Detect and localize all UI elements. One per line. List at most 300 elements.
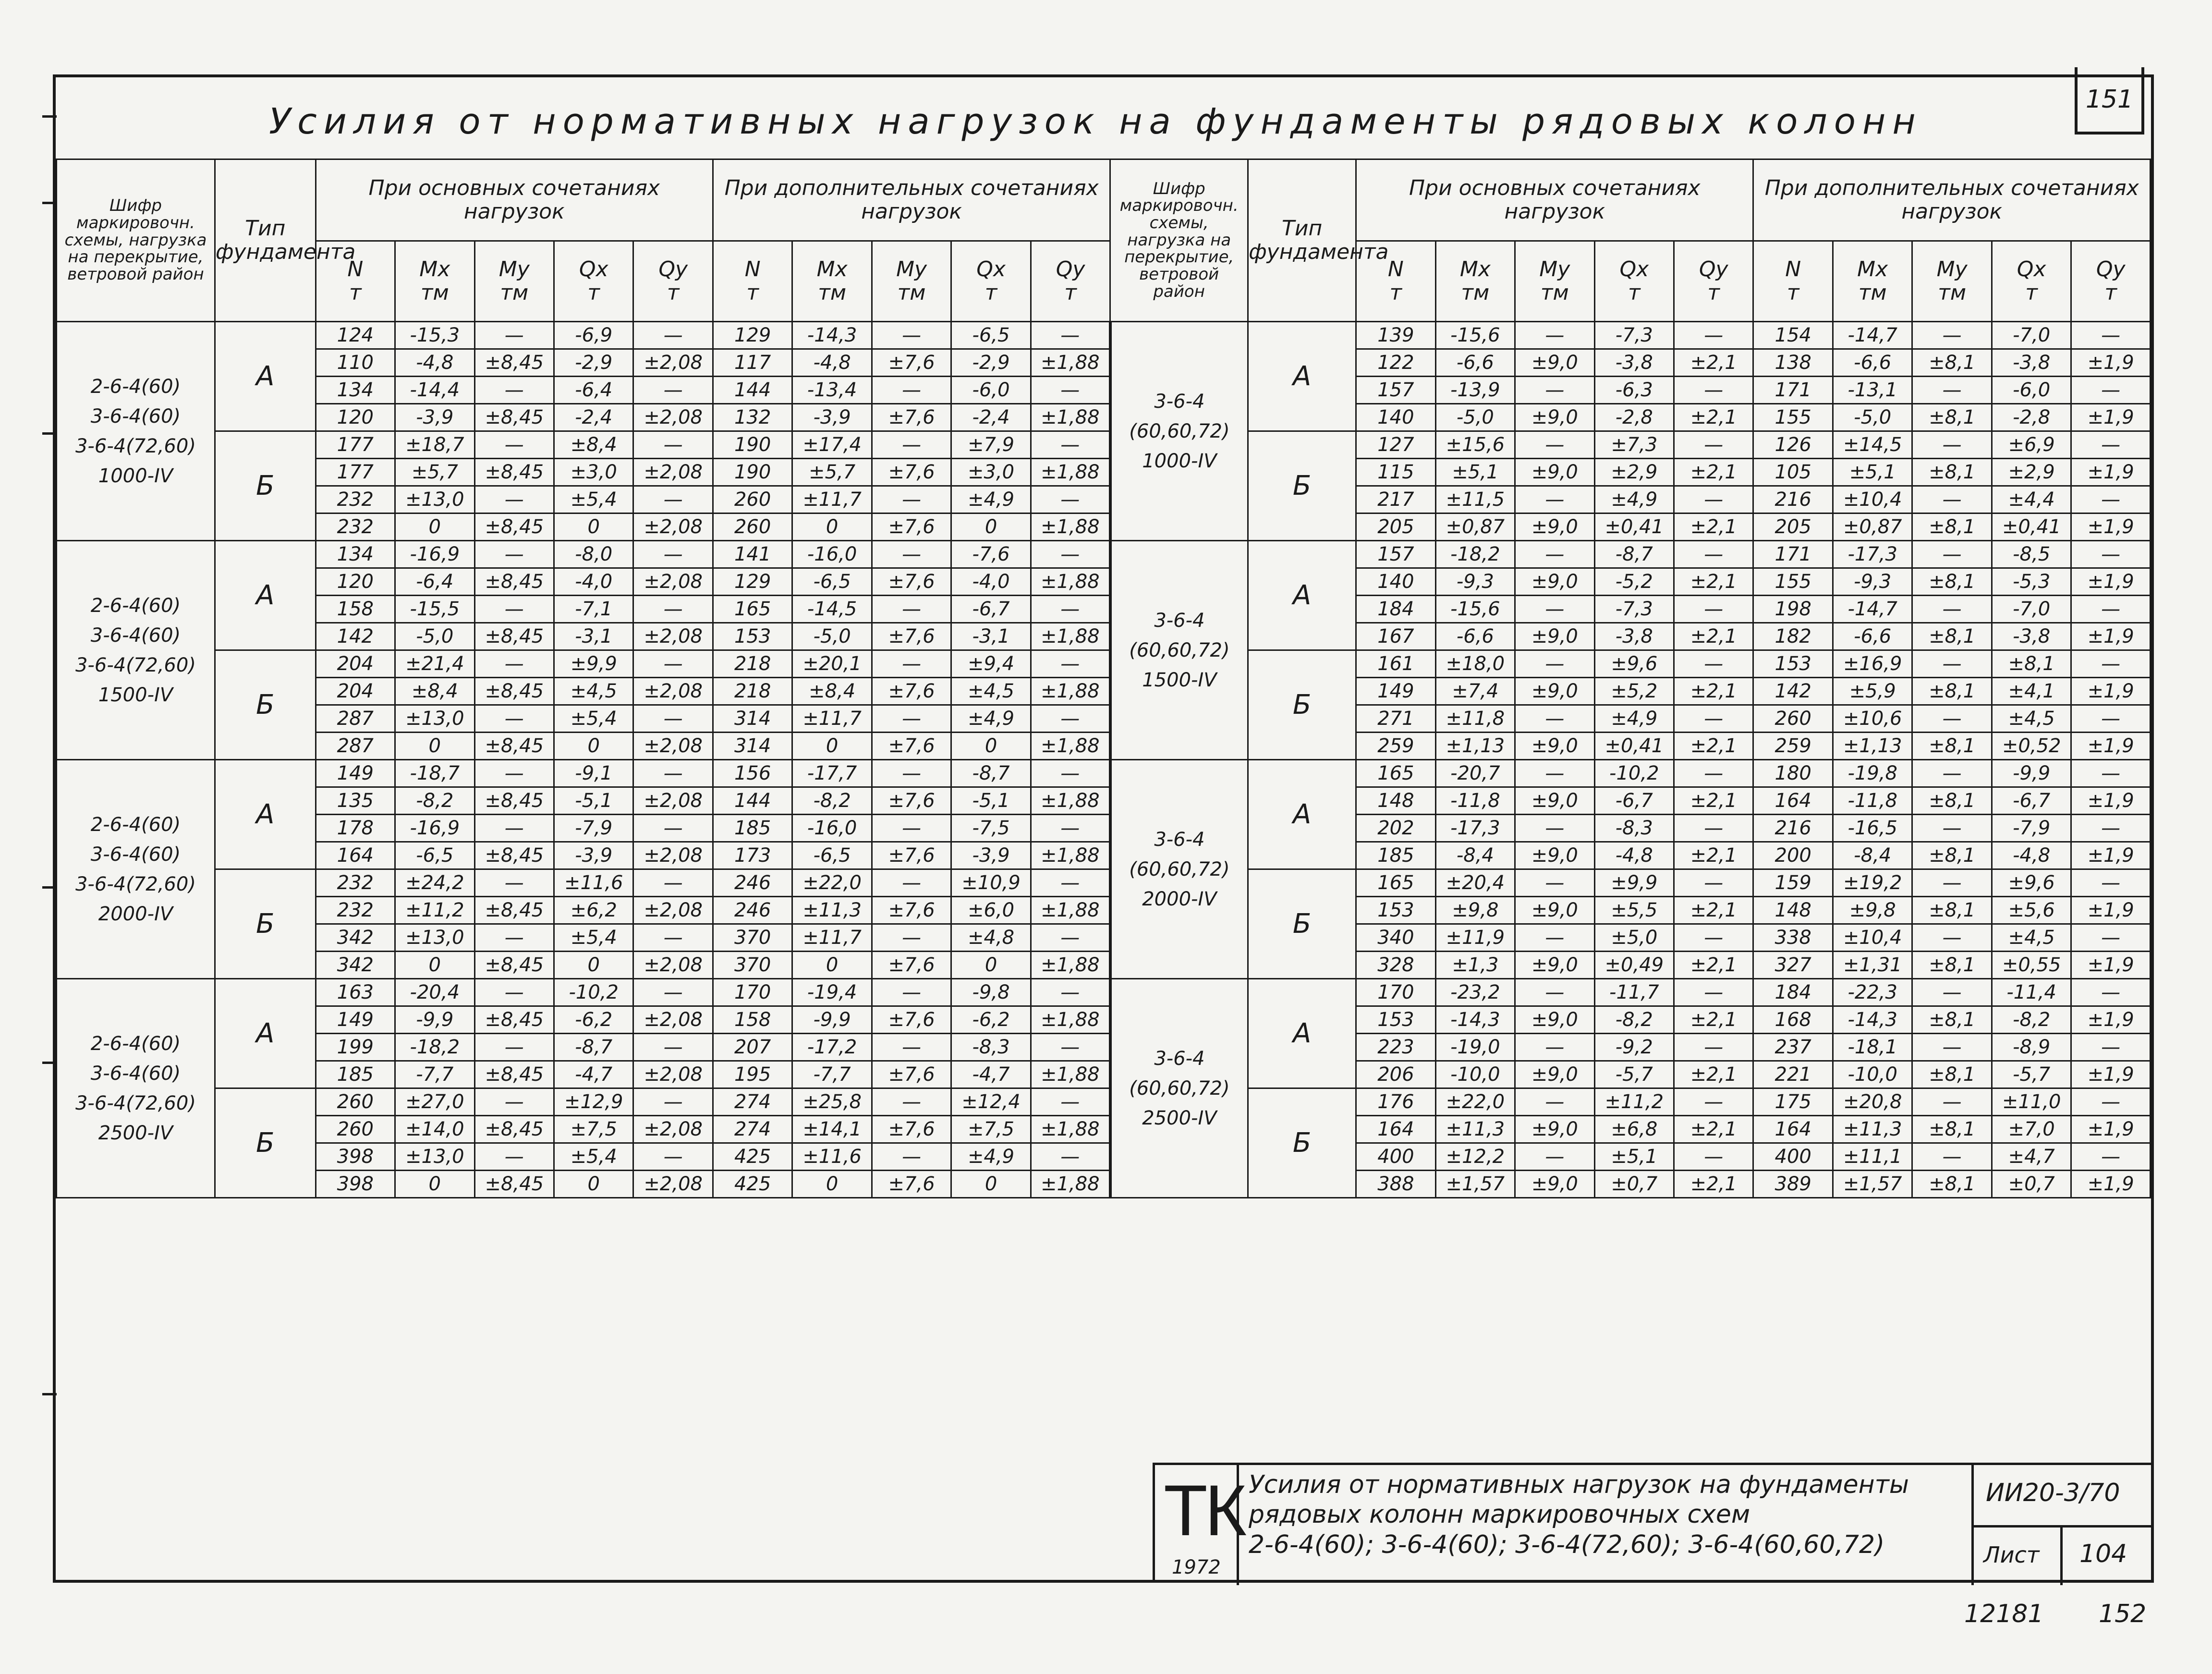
value-cell: ±8,45 (474, 952, 554, 979)
column-unit: т (587, 280, 600, 305)
value-cell: ±18,0 (1435, 650, 1515, 678)
value-cell: — (2071, 979, 2151, 1006)
value-cell: ±2,1 (1674, 952, 1753, 979)
value-cell: 260 (1753, 705, 1833, 733)
value-cell: ±13,0 (395, 1143, 474, 1171)
value-cell: -4,8 (792, 349, 872, 377)
foundation-type-right: Б (1248, 431, 1356, 541)
value-cell: 398 (316, 1143, 395, 1171)
value-cell: ±1,88 (1031, 404, 1110, 431)
value-cell: — (1031, 760, 1110, 787)
value-cell: 0 (951, 513, 1031, 541)
value-cell: ±1,88 (1031, 897, 1110, 924)
value-cell: 156 (713, 760, 792, 787)
value-cell: ±8,1 (1912, 897, 1992, 924)
value-cell: ±16,9 (1833, 650, 1912, 678)
value-cell: ±8,45 (474, 1006, 554, 1034)
value-cell: ±8,4 (792, 678, 872, 705)
value-cell: ±8,45 (474, 623, 554, 650)
value-cell: ±7,5 (554, 1116, 633, 1143)
value-cell: -6,4 (554, 377, 633, 404)
column-unit: т (1628, 280, 1641, 305)
foundation-type-right: Б (1248, 869, 1356, 979)
column-unit: т (1787, 280, 1799, 305)
value-cell: ±8,45 (474, 1171, 554, 1198)
value-cell: -6,4 (395, 568, 474, 596)
value-cell: -7,0 (1992, 322, 2071, 349)
column-header (395, 241, 474, 322)
value-cell: 185 (1356, 842, 1435, 869)
scheme-label-left (57, 322, 215, 541)
value-cell: ±8,45 (474, 513, 554, 541)
value-cell: ±8,1 (1912, 568, 1992, 596)
column-symbol: Mx (816, 257, 848, 282)
value-cell: ±2,1 (1674, 459, 1753, 486)
value-cell: ±1,88 (1031, 678, 1110, 705)
scheme-label-line: (60,60,72) (1129, 858, 1230, 880)
value-cell: — (2071, 486, 2151, 513)
value-cell: — (1031, 1143, 1110, 1171)
scheme-label-line: 3-6-4(60) (90, 405, 181, 428)
value-cell: 149 (316, 1006, 395, 1034)
value-cell: 216 (1753, 815, 1833, 842)
value-cell: -13,4 (792, 377, 872, 404)
value-cell: — (872, 377, 951, 404)
value-cell: — (1912, 869, 1992, 897)
value-cell: — (1515, 705, 1594, 733)
value-cell: -20,7 (1435, 760, 1515, 787)
value-cell: ±1,88 (1031, 952, 1110, 979)
value-cell: ±0,7 (1594, 1171, 1674, 1198)
column-symbol: My (498, 257, 530, 282)
column-symbol: My (896, 257, 927, 282)
value-cell: 180 (1753, 760, 1833, 787)
value-cell: — (1674, 705, 1753, 733)
value-cell: ±9,6 (1992, 869, 2071, 897)
footer-inventory-number: 12181 (1964, 1600, 2044, 1628)
page-title: Усилия от нормативных нагрузок на фундаменты рядовых колонн (269, 101, 1922, 142)
value-cell: 122 (1356, 349, 1435, 377)
column-unit: тм (1461, 280, 1490, 305)
scheme-label-line: 1500-IV (1142, 669, 1217, 691)
value-cell: ±10,6 (1833, 705, 1912, 733)
value-cell: -8,4 (1833, 842, 1912, 869)
column-symbol: Qy (2096, 257, 2126, 282)
value-cell: — (872, 815, 951, 842)
value-cell: -2,8 (1594, 404, 1674, 431)
column-symbol: Qx (1619, 257, 1649, 282)
column-symbol: Qx (976, 257, 1006, 282)
value-cell: -10,2 (554, 979, 633, 1006)
value-cell: ±20,8 (1833, 1088, 1912, 1116)
value-cell: — (872, 650, 951, 678)
value-cell: ±8,1 (1912, 787, 1992, 815)
scheme-label-right (1110, 541, 1248, 760)
value-cell: ±0,87 (1833, 513, 1912, 541)
value-cell: 260 (316, 1088, 395, 1116)
value-cell: ±19,2 (1833, 869, 1912, 897)
value-cell: ±5,4 (554, 486, 633, 513)
value-cell: ±5,0 (1594, 924, 1674, 952)
value-cell: 218 (713, 650, 792, 678)
value-cell: 274 (713, 1116, 792, 1143)
value-cell: — (1031, 705, 1110, 733)
value-cell: — (1515, 1034, 1594, 1061)
value-cell: ±2,1 (1674, 1116, 1753, 1143)
value-cell: — (1674, 377, 1753, 404)
column-header (1435, 241, 1515, 322)
value-cell: — (1031, 1034, 1110, 1061)
value-cell: 153 (713, 623, 792, 650)
value-cell: ±9,0 (1515, 568, 1594, 596)
value-cell: 120 (316, 404, 395, 431)
value-cell: 260 (316, 1116, 395, 1143)
value-cell: 207 (713, 1034, 792, 1061)
value-cell: -17,3 (1833, 541, 1912, 568)
value-cell: — (1515, 486, 1594, 513)
value-cell: -6,2 (951, 1006, 1031, 1034)
stamp-line-2: рядовых колонн маркировочных схем (1249, 1500, 1750, 1529)
value-cell: 165 (713, 596, 792, 623)
value-cell: -10,0 (1435, 1061, 1515, 1088)
value-cell: 158 (316, 596, 395, 623)
value-cell: 154 (1753, 322, 1833, 349)
value-cell: ±9,0 (1515, 787, 1594, 815)
value-cell: ±8,1 (1912, 513, 1992, 541)
table-row (57, 787, 2151, 815)
value-cell: 110 (316, 349, 395, 377)
value-cell: ±5,4 (554, 705, 633, 733)
value-cell: — (1515, 322, 1594, 349)
tk-block (1155, 1465, 1244, 1585)
value-cell: ±1,88 (1031, 733, 1110, 760)
value-cell: 149 (316, 760, 395, 787)
value-cell: ±5,7 (395, 459, 474, 486)
value-cell: 0 (792, 1171, 872, 1198)
value-cell: ±7,6 (872, 1116, 951, 1143)
value-cell: — (872, 1143, 951, 1171)
value-cell: -2,8 (1992, 404, 2071, 431)
value-cell: ±1,9 (2071, 404, 2151, 431)
value-cell: ±2,08 (633, 733, 713, 760)
value-cell: 164 (1753, 787, 1833, 815)
value-cell: ±2,08 (633, 349, 713, 377)
value-cell: — (1912, 596, 1992, 623)
value-cell: -15,6 (1435, 322, 1515, 349)
value-cell: ±4,1 (1992, 678, 2071, 705)
value-cell: — (872, 979, 951, 1006)
value-cell: ±7,6 (872, 349, 951, 377)
value-cell: — (1031, 815, 1110, 842)
foundation-type-right: А (1248, 760, 1356, 869)
stamp-line-3: 2-6-4(60); 3-6-4(60); 3-6-4(72,60); 3-6-4(60,60,72) (1249, 1530, 1885, 1559)
value-cell: ±2,08 (633, 404, 713, 431)
value-cell: ±2,1 (1674, 349, 1753, 377)
value-cell: -6,5 (792, 842, 872, 869)
value-cell: 204 (316, 678, 395, 705)
value-cell: ±11,2 (395, 897, 474, 924)
value-cell: ±1,9 (2071, 513, 2151, 541)
value-cell: ±9,6 (1594, 650, 1674, 678)
value-cell: 115 (1356, 459, 1435, 486)
column-unit: т (349, 280, 362, 305)
value-cell: ±3,0 (951, 459, 1031, 486)
value-cell: 204 (316, 650, 395, 678)
value-cell: ±1,31 (1833, 952, 1912, 979)
value-cell: ±2,08 (633, 459, 713, 486)
value-cell: 340 (1356, 924, 1435, 952)
value-cell: ±9,8 (1435, 897, 1515, 924)
value-cell: — (1031, 979, 1110, 1006)
value-cell: ±8,1 (1992, 650, 2071, 678)
value-cell: ±8,1 (1912, 1116, 1992, 1143)
value-cell: 129 (713, 568, 792, 596)
value-cell: — (1674, 760, 1753, 787)
value-cell: ±7,6 (872, 952, 951, 979)
value-cell: ±2,1 (1674, 568, 1753, 596)
value-cell: — (872, 705, 951, 733)
value-cell: ±7,6 (872, 787, 951, 815)
value-cell: -4,0 (554, 568, 633, 596)
value-cell: -17,2 (792, 1034, 872, 1061)
value-cell: — (474, 486, 554, 513)
value-cell: 0 (395, 733, 474, 760)
value-cell: — (474, 596, 554, 623)
value-cell: 177 (316, 431, 395, 459)
scheme-label-right (1110, 760, 1248, 979)
column-symbol: Mx (419, 257, 450, 282)
value-cell: — (872, 322, 951, 349)
value-cell: ±5,1 (1833, 459, 1912, 486)
value-cell: -6,9 (554, 322, 633, 349)
value-cell: — (872, 596, 951, 623)
value-cell: — (633, 322, 713, 349)
value-cell: -11,4 (1992, 979, 2071, 1006)
value-cell: 138 (1753, 349, 1833, 377)
value-cell: — (633, 486, 713, 513)
value-cell: ±8,1 (1912, 733, 1992, 760)
value-cell: 338 (1753, 924, 1833, 952)
title-block (1153, 1463, 2154, 1583)
value-cell: 184 (1753, 979, 1833, 1006)
value-cell: -7,9 (1992, 815, 2071, 842)
value-cell: — (474, 815, 554, 842)
value-cell: — (2071, 815, 2151, 842)
value-cell: -6,7 (1992, 787, 2071, 815)
value-cell: — (633, 1088, 713, 1116)
value-cell: -4,0 (951, 568, 1031, 596)
value-cell: ±1,13 (1435, 733, 1515, 760)
value-cell: 206 (1356, 1061, 1435, 1088)
value-cell: -19,4 (792, 979, 872, 1006)
value-cell: -16,5 (1833, 815, 1912, 842)
table-row (57, 322, 2151, 349)
table-row (57, 869, 2151, 897)
value-cell: ±2,08 (633, 1006, 713, 1034)
value-cell: ±8,45 (474, 733, 554, 760)
value-cell: -4,8 (1594, 842, 1674, 869)
value-cell: ±11,6 (554, 869, 633, 897)
value-cell: 165 (1356, 760, 1435, 787)
value-cell: — (633, 377, 713, 404)
scheme-label-line: 2-6-4(60) (90, 813, 181, 836)
value-cell: — (1031, 869, 1110, 897)
value-cell: — (474, 431, 554, 459)
value-cell: — (1515, 760, 1594, 787)
value-cell: 232 (316, 513, 395, 541)
value-cell: ±6,8 (1594, 1116, 1674, 1143)
value-cell: — (633, 596, 713, 623)
value-cell: ±2,08 (633, 897, 713, 924)
value-cell: 144 (713, 787, 792, 815)
value-cell: ±8,45 (474, 842, 554, 869)
value-cell: — (2071, 760, 2151, 787)
value-cell: 388 (1356, 1171, 1435, 1198)
value-cell: ±7,6 (872, 568, 951, 596)
value-cell: 167 (1356, 623, 1435, 650)
value-cell: — (2071, 924, 2151, 952)
value-cell: — (474, 869, 554, 897)
value-cell: 148 (1356, 787, 1435, 815)
value-cell: ±7,6 (872, 897, 951, 924)
column-unit: тм (1540, 280, 1569, 305)
value-cell: ±1,9 (2071, 787, 2151, 815)
scheme-label-left (57, 760, 215, 979)
table-row (57, 760, 2151, 787)
value-cell: -5,0 (395, 623, 474, 650)
value-cell: — (872, 760, 951, 787)
value-cell: 400 (1753, 1143, 1833, 1171)
column-header (713, 241, 792, 322)
value-cell: -9,3 (1435, 568, 1515, 596)
value-cell: — (1674, 431, 1753, 459)
value-cell: — (2071, 1034, 2151, 1061)
scheme-label-line: 3-6-4 (1154, 828, 1205, 851)
value-cell: 0 (395, 952, 474, 979)
value-cell: 259 (1356, 733, 1435, 760)
foundation-type-right: Б (1248, 1088, 1356, 1198)
value-cell: 140 (1356, 404, 1435, 431)
table-row (57, 815, 2151, 842)
value-cell: ±8,4 (395, 678, 474, 705)
value-cell: ±8,1 (1912, 459, 1992, 486)
value-cell: -3,1 (951, 623, 1031, 650)
value-cell: ±9,0 (1515, 897, 1594, 924)
value-cell: ±12,2 (1435, 1143, 1515, 1171)
value-cell: -7,7 (792, 1061, 872, 1088)
value-cell: -6,6 (1833, 349, 1912, 377)
value-cell: -9,3 (1833, 568, 1912, 596)
value-cell: -4,7 (554, 1061, 633, 1088)
value-cell: -15,5 (395, 596, 474, 623)
column-header (1992, 241, 2071, 322)
value-cell: 124 (316, 322, 395, 349)
value-cell: ±6,0 (951, 897, 1031, 924)
value-cell: ±24,2 (395, 869, 474, 897)
value-cell: -3,9 (792, 404, 872, 431)
value-cell: -5,1 (554, 787, 633, 815)
value-cell: 164 (316, 842, 395, 869)
value-cell: — (474, 979, 554, 1006)
table-row (57, 431, 2151, 459)
value-cell: 0 (395, 1171, 474, 1198)
value-cell: 149 (1356, 678, 1435, 705)
column-header (1594, 241, 1674, 322)
value-cell: ±9,4 (951, 650, 1031, 678)
table-row (57, 952, 2151, 979)
value-cell: ±2,9 (1594, 459, 1674, 486)
value-cell: 259 (1753, 733, 1833, 760)
value-cell: ±7,6 (872, 1171, 951, 1198)
value-cell: ±2,1 (1674, 678, 1753, 705)
value-cell: ±1,9 (2071, 1006, 2151, 1034)
value-cell: ±22,0 (792, 869, 872, 897)
value-cell: ±8,1 (1912, 952, 1992, 979)
scheme-label-line: (60,60,72) (1129, 420, 1230, 442)
value-cell: 182 (1753, 623, 1833, 650)
margin-tick (42, 202, 57, 204)
value-cell: -7,9 (554, 815, 633, 842)
value-cell: — (872, 541, 951, 568)
value-cell: — (1674, 979, 1753, 1006)
value-cell: — (1515, 1088, 1594, 1116)
value-cell: -8,0 (554, 541, 633, 568)
value-cell: ±7,6 (872, 1006, 951, 1034)
column-unit: тм (1858, 280, 1887, 305)
table-row (57, 1088, 2151, 1116)
value-cell: -6,7 (951, 596, 1031, 623)
value-cell: ±5,9 (1833, 678, 1912, 705)
value-cell: — (872, 924, 951, 952)
value-cell: ±1,3 (1435, 952, 1515, 979)
value-cell: 144 (713, 377, 792, 404)
value-cell: ±1,88 (1031, 1116, 1110, 1143)
value-cell: — (1515, 815, 1594, 842)
scheme-label-line: 3-6-4(72,60) (75, 435, 196, 457)
value-cell: ±9,0 (1515, 513, 1594, 541)
value-cell: -6,2 (554, 1006, 633, 1034)
value-cell: 170 (1356, 979, 1435, 1006)
value-cell: ±1,9 (2071, 568, 2151, 596)
value-cell: ±11,6 (792, 1143, 872, 1171)
value-cell: ±4,7 (1992, 1143, 2071, 1171)
table-row (57, 1061, 2151, 1088)
value-cell: ±7,9 (951, 431, 1031, 459)
value-cell: ±4,5 (951, 678, 1031, 705)
value-cell: -5,0 (1435, 404, 1515, 431)
foundation-type-left: Б (215, 869, 316, 979)
value-cell: — (872, 869, 951, 897)
value-cell: ±2,08 (633, 623, 713, 650)
value-cell: ±8,1 (1912, 1006, 1992, 1034)
value-cell: 184 (1356, 596, 1435, 623)
value-cell: ±20,4 (1435, 869, 1515, 897)
value-cell: ±11,9 (1435, 924, 1515, 952)
value-cell: 370 (713, 952, 792, 979)
value-cell: 314 (713, 733, 792, 760)
value-cell: ±10,4 (1833, 924, 1912, 952)
value-cell: — (633, 541, 713, 568)
value-cell: -9,8 (951, 979, 1031, 1006)
value-cell: -2,9 (951, 349, 1031, 377)
value-cell: 237 (1753, 1034, 1833, 1061)
value-cell: -3,8 (1992, 349, 2071, 377)
value-cell: — (633, 979, 713, 1006)
header-additional-left: При дополнительных сочетаниях нагрузок (713, 159, 1110, 241)
table-row (57, 596, 2151, 623)
column-header (633, 241, 713, 322)
value-cell: ±9,0 (1515, 623, 1594, 650)
